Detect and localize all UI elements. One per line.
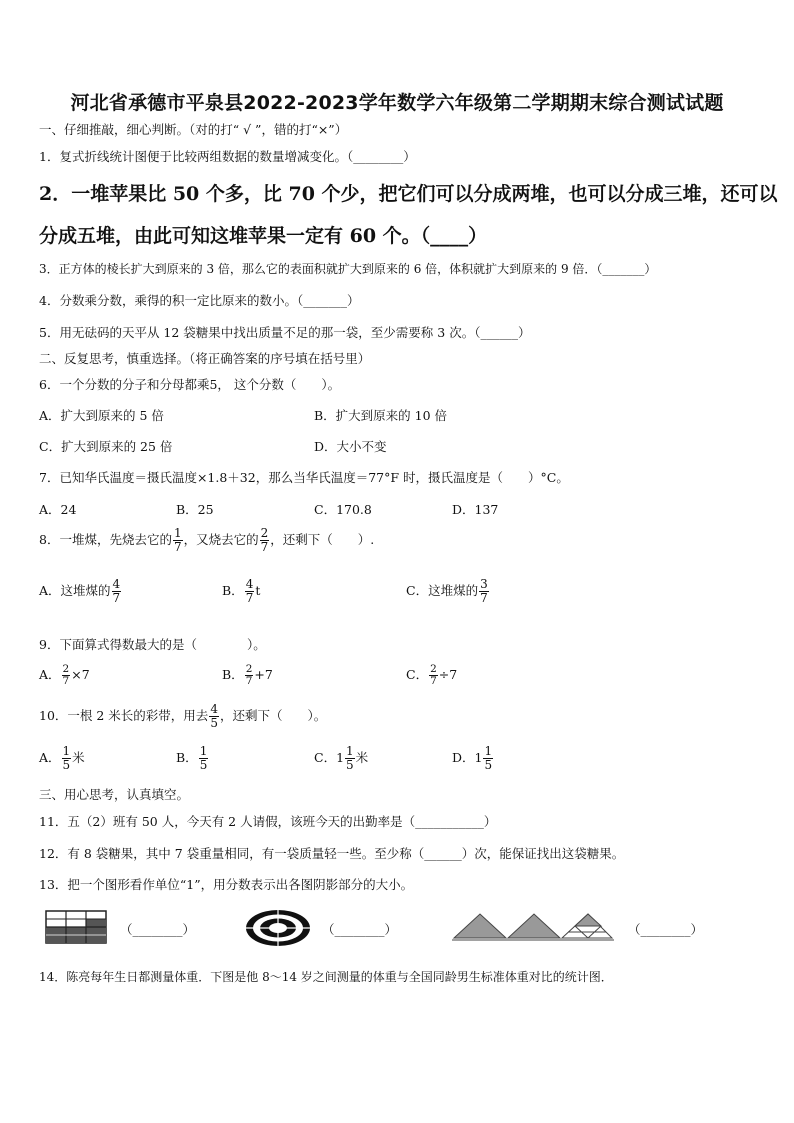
question-13-blank-2[interactable]: （________） (322, 922, 398, 937)
fraction: $\frac{4}{7}$ (245, 577, 254, 605)
question-2-line-2: 分成五堆，由此可知这堆苹果一定有 60 个。（____） (39, 225, 488, 247)
question-10: 10．一根 2 米长的彩带，用去 $\frac{4}{5}$ ，还剩下（ ）。 (39, 702, 327, 730)
triangles-figure (452, 910, 614, 944)
question-7: 7．已知华氏温度＝摄氏温度×1.8＋32，那么当华氏温度＝77°F 时，摄氏温度是（ ）°C。 (39, 470, 569, 485)
fraction: $\frac{1}{5}$ (346, 744, 354, 772)
question-13: 13．把一个图形看作单位“1”，用分数表示出各图阴影部分的大小。 (39, 877, 414, 892)
question-10-option-b: B． $\frac{1}{5}$ (176, 744, 208, 772)
question-9-option-c: C． $\frac{2}{7}$ ÷7 (406, 663, 458, 687)
fraction: $\frac{1}{5}$ (484, 744, 493, 772)
shaded-grid-figure (45, 910, 107, 944)
question-1: 1．复式折线统计图便于比较两组数据的数量增减变化。（________） (39, 149, 416, 164)
question-13-blank-3[interactable]: （________） (628, 922, 704, 937)
fraction: $\frac{2}{7}$ (62, 663, 70, 687)
fraction: $\frac{2}{7}$ (245, 663, 253, 687)
question-6-option-c: C．扩大到原来的 25 倍 (39, 439, 173, 454)
question-7-option-a: A．24 (39, 502, 77, 517)
question-2-line-1: 2．一堆苹果比 50 个多，比 70 个少，把它们可以分成两堆，也可以分成三堆，还可以 (39, 183, 778, 205)
fraction: $\frac{1}{7}$ (173, 526, 182, 554)
question-4: 4．分数乘分数，乘得的积一定比原来的数小。（_______） (39, 293, 360, 308)
question-9: 9．下面算式得数最大的是（ ）。 (39, 637, 266, 652)
question-10-option-c: C．1 $\frac{1}{5}$ 米 (314, 744, 369, 772)
section-2-heading: 二、反复思考，慎重选择。（将正确答案的序号填在括号里） (39, 351, 371, 366)
question-7-option-c: C．170.8 (314, 502, 372, 517)
question-5: 5．用无砝码的天平从 12 袋糖果中找出质量不足的那一袋，至少需要称 3 次。（______） (39, 325, 531, 340)
fraction: $\frac{4}{7}$ (112, 577, 121, 605)
concentric-circles-figure (244, 908, 312, 948)
question-12: 12．有 8 袋糖果，其中 7 袋重量相同，有一袋质量轻一些。至少称（______）次，能保证找出这袋糖果。 (39, 846, 625, 861)
question-7-option-b: B．25 (176, 502, 214, 517)
question-8-part-3: ，还剩下（ ）. (270, 532, 375, 547)
fraction: $\frac{2}{7}$ (260, 526, 269, 554)
question-6-option-a: A．扩大到原来的 5 倍 (39, 408, 164, 423)
fraction: $\frac{3}{7}$ (480, 577, 488, 605)
question-7-option-d: D．137 (452, 502, 499, 517)
fraction: $\frac{1}{5}$ (199, 744, 208, 772)
question-6-option-b: B．扩大到原来的 10 倍 (314, 408, 448, 423)
question-6-option-d: D．大小不变 (314, 439, 387, 454)
question-10-option-d: D．1 $\frac{1}{5}$ (452, 744, 493, 772)
question-8-option-c: C．这堆煤的 $\frac{3}{7}$ (406, 577, 488, 605)
fraction: $\frac{2}{7}$ (430, 663, 437, 687)
section-1-heading: 一、仔细推敲，细心判断。（对的打“ √ ”，错的打“×”） (39, 122, 348, 137)
question-10-option-a: A． $\frac{1}{5}$ 米 (39, 744, 85, 772)
question-9-option-b: B． $\frac{2}{7}$ +7 (222, 663, 273, 687)
question-9-option-a: A． $\frac{2}{7}$ ×7 (39, 663, 90, 687)
fraction: $\frac{4}{5}$ (210, 702, 218, 730)
question-8-part-2: ，又烧去它的 (183, 532, 259, 547)
question-6: 6．一个分数的分子和分母都乘5， 这个分数（ ）。 (39, 377, 341, 392)
question-8-part-1: 8．一堆煤，先烧去它的 (39, 532, 172, 547)
question-3: 3．正方体的棱长扩大到原来的 3 倍，那么它的表面积就扩大到原来的 6 倍，体积就扩大到原来的 9 倍．（_______） (39, 262, 657, 276)
question-8-option-a: A．这堆煤的 $\frac{4}{7}$ (39, 577, 121, 605)
page-title: 河北省承德市平泉县2022-2023学年数学六年级第二学期期末综合测试试题 (70, 92, 724, 114)
question-14: 14．陈亮每年生日都测量体重．下图是他 8～14 岁之间测量的体重与全国同龄男生标准体重对比的统计图． (39, 970, 613, 984)
section-3-heading: 三、用心思考，认真填空。 (39, 787, 190, 802)
question-8 (39, 527, 374, 554)
fraction: $\frac{1}{5}$ (62, 744, 71, 772)
question-13-blank-1[interactable]: （________） (120, 922, 196, 937)
question-8-option-b: B． $\frac{4}{7}$ t (222, 577, 261, 605)
question-11: 11．五（2）班有 50 人，今天有 2 人请假，该班今天的出勤率是（___________） (39, 814, 497, 829)
